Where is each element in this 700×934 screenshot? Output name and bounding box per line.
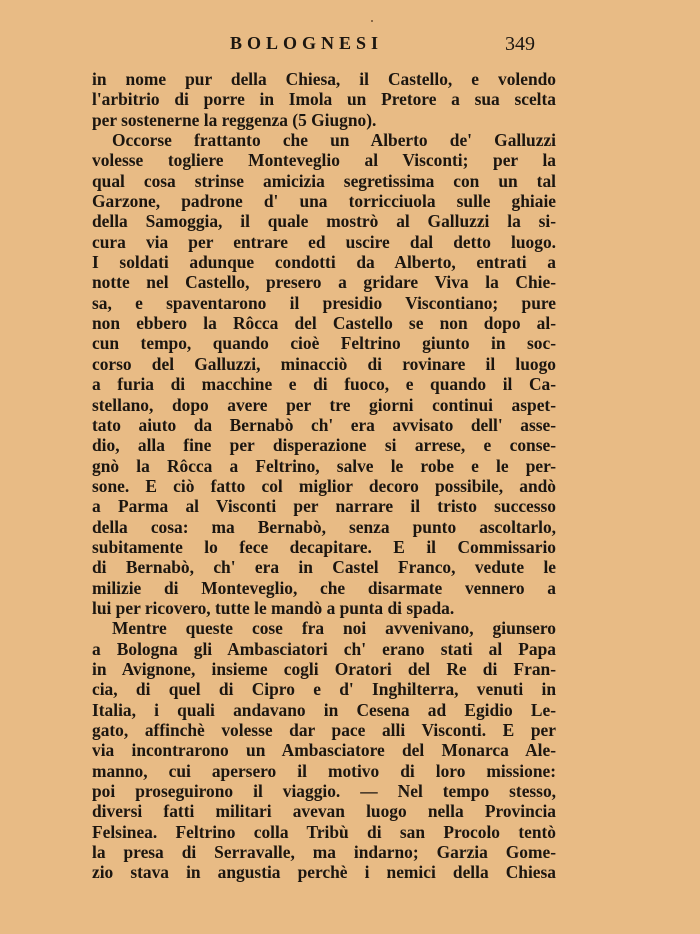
text-line: zio stava in angustia perchè i nemici della Chiesa bbox=[92, 862, 556, 883]
text-line: in Avignone, insieme cogli Oratori del Re di Fran- bbox=[92, 658, 556, 679]
text-line: milizie di Monteveglio, che disarmate vennero a bbox=[92, 577, 556, 598]
text-line: gnò la Rôcca a Feltrino, salve le robe e le per- bbox=[92, 455, 556, 476]
text-line: stellano, dopo avere per tre giorni continui aspet- bbox=[92, 394, 556, 415]
text-line: I soldati adunque condotti da Alberto, entrati a bbox=[92, 252, 556, 273]
text-line: gato, affinchè volesse dar pace alli Visconti. E per bbox=[92, 720, 556, 740]
page-header bbox=[93, 33, 535, 57]
text-line: poi proseguirono il viaggio. — Nel tempo stesso, bbox=[92, 781, 556, 802]
page-number: 349 bbox=[505, 33, 535, 55]
text-line: Occorse frattanto che un Alberto de' Galluzzi bbox=[112, 130, 556, 151]
text-line: per sostenerne la reggenza (5 Giugno). bbox=[92, 109, 377, 130]
text-line: della Samoggia, il quale mostrò al Galluzzi la si- bbox=[92, 211, 556, 232]
text-line: a Parma al Visconti per narrare il tristo successo bbox=[92, 496, 556, 517]
text-line: Garzone, padrone d' una torricciuola sulle ghiaie bbox=[92, 191, 556, 212]
text-line: cun tempo, quando cioè Feltrino giunto in soc- bbox=[92, 333, 556, 354]
text-line: a furia di macchine e di fuoco, e quando il Ca- bbox=[92, 374, 556, 395]
text-line: di Bernabò, ch' era in Castel Franco, vedute le bbox=[92, 557, 556, 578]
text-line: sone. E ciò fatto col miglior decoro possibile, andò bbox=[92, 475, 556, 496]
text-line: Italia, i quali andavano in Cesena ad Egidio Le- bbox=[92, 699, 556, 720]
text-line: in nome pur della Chiesa, il Castello, e volendo bbox=[92, 69, 556, 89]
text-line: Felsinea. Feltrino colla Tribù di san Procolo tentò bbox=[92, 821, 556, 842]
text-line: tato aiuto da Bernabò ch' era avvisato dell' asse- bbox=[92, 414, 556, 435]
text-line: qual cosa strinse amicizia segretissima con un tal bbox=[92, 170, 556, 191]
text-line: corso del Galluzzi, minacciò di rovinare il luogo bbox=[92, 353, 556, 374]
body-text bbox=[92, 69, 556, 883]
text-line: subitamente lo fece decapitare. E il Commissario bbox=[92, 536, 556, 557]
text-line: non ebbero la Rôcca del Castello se non dopo al- bbox=[92, 313, 556, 334]
text-line: cia, di quel di Cipro e d' Inghilterra, venuti in bbox=[92, 679, 556, 700]
text-line: via incontrarono un Ambasciatore del Monarca Ale- bbox=[92, 740, 556, 761]
running-title: BOLOGNESI bbox=[230, 33, 384, 53]
text-line: notte nel Castello, presero a gridare Viva la Chie- bbox=[92, 272, 556, 293]
text-line: cura via per entrare ed uscire dal detto luogo. bbox=[92, 231, 556, 252]
print-speck bbox=[371, 20, 373, 22]
text-line: dio, alla fine per disperazione si arrese, e conse- bbox=[92, 435, 556, 456]
text-line: lui per ricovero, tutte le mandò a punta di spada. bbox=[92, 597, 455, 618]
text-line: Mentre queste cose fra noi avvenivano, giunsero bbox=[112, 618, 556, 639]
text-line: della cosa: ma Bernabò, senza punto ascoltarlo, bbox=[92, 516, 556, 537]
text-line: la presa di Serravalle, ma indarno; Garzia Gome- bbox=[92, 842, 556, 863]
text-line: a Bologna gli Ambasciatori ch' erano stati al Papa bbox=[92, 638, 556, 659]
text-line: diversi fatti militari avevan luogo nella Provincia bbox=[92, 801, 556, 822]
text-line: manno, cui apersero il motivo di loro missione: bbox=[92, 760, 556, 781]
text-line: sa, e spaventarono il presidio Viscontiano; pure bbox=[92, 292, 556, 313]
text-line: l'arbitrio di porre in Imola un Pretore a sua scelta bbox=[92, 89, 556, 110]
text-line: volesse togliere Monteveglio al Visconti; per la bbox=[92, 150, 556, 171]
